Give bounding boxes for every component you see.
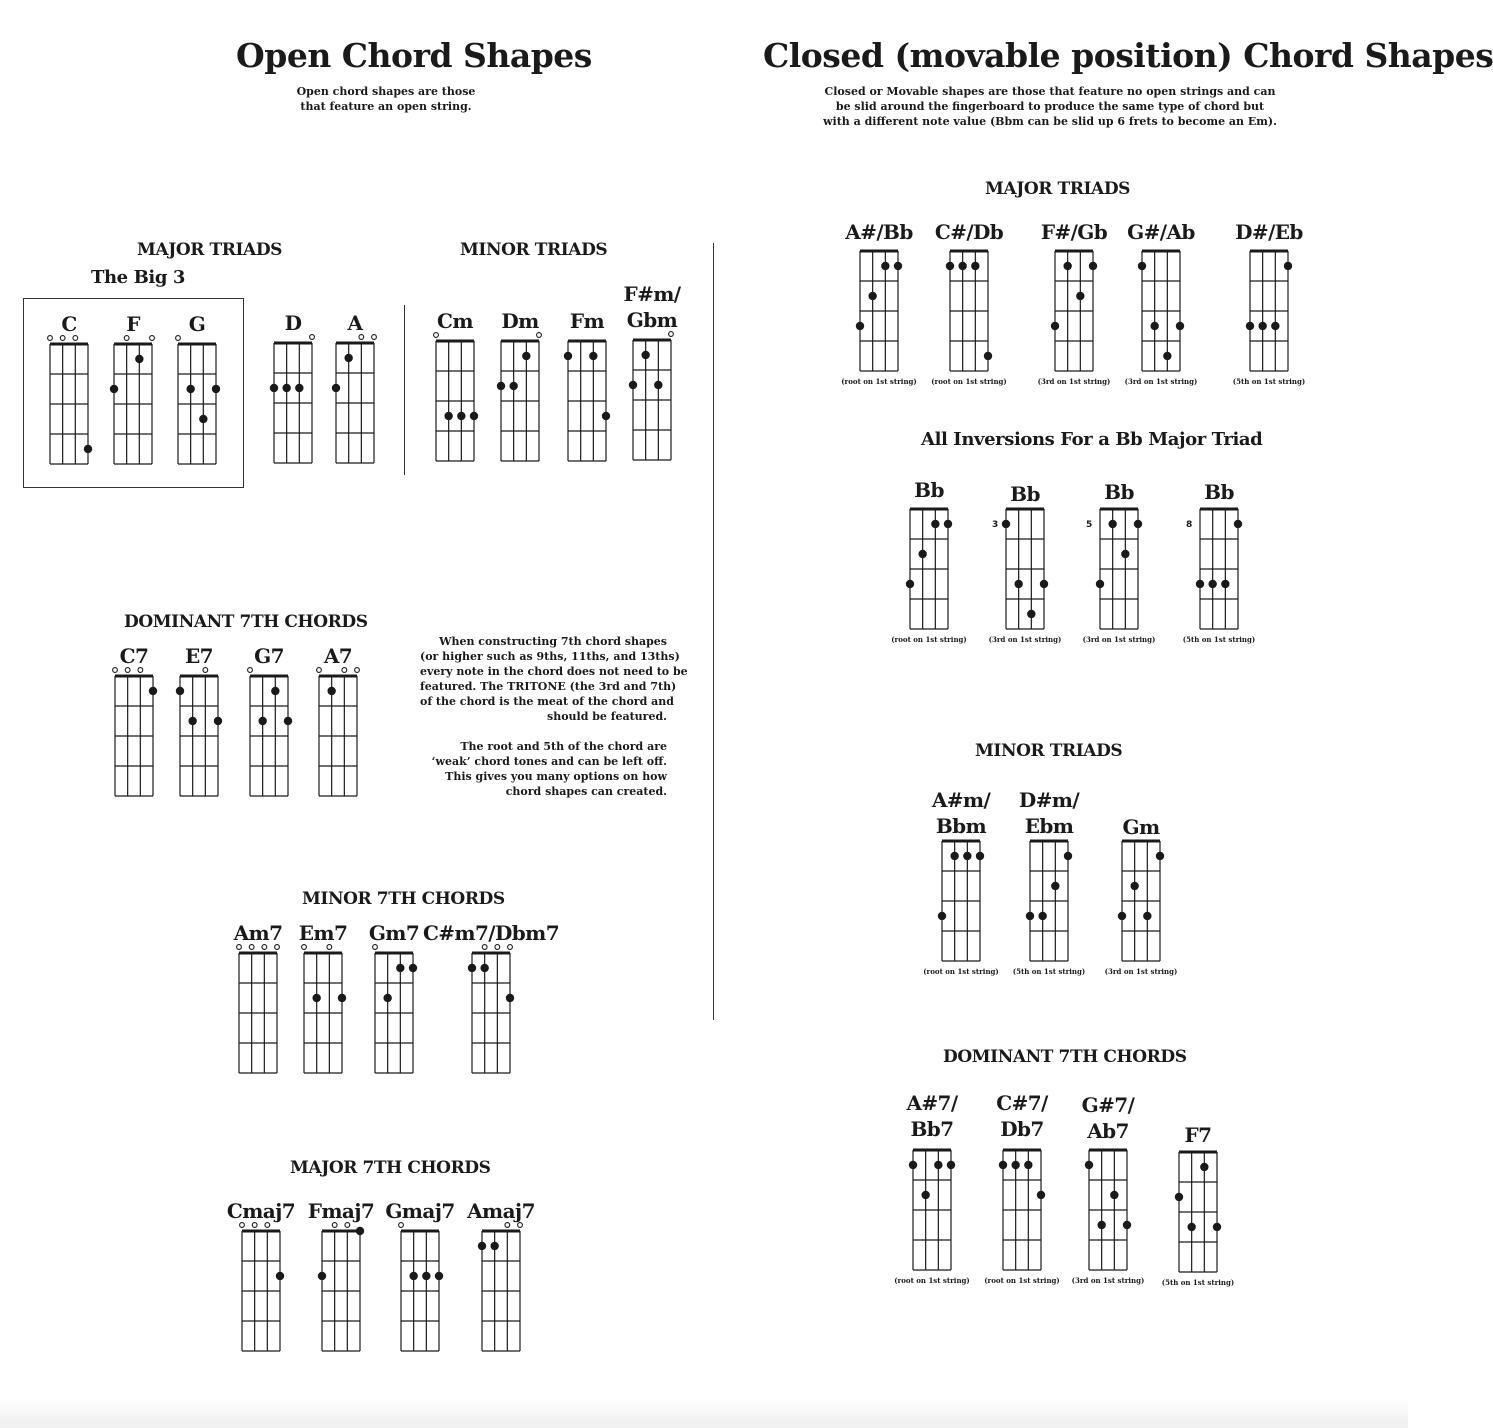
nut [239,952,277,955]
big3-label: The Big 3 [91,267,186,288]
finger-dot [1196,580,1204,588]
finger-dot [1037,1191,1045,1199]
nut [115,675,153,678]
finger-dot [1143,912,1151,920]
nut [913,1149,951,1152]
chord-caption: (root on 1st string) [923,967,999,976]
finger-dot [1076,292,1084,300]
closed-minor-triads-heading: MINOR TRIADS [975,741,1123,761]
open-string-marker [345,1223,350,1228]
chord-name-line: D#m/ [1018,788,1080,812]
nut [501,340,539,343]
chord-name-line: D [284,311,302,335]
chord-name-line: E7 [185,644,213,668]
finger-dot [1027,610,1035,618]
chord-name-line: C#/Db [934,220,1004,244]
finger-dot [344,354,352,362]
chord-name-line: A#/Bb [845,220,913,244]
weak-tones-note: The root and 5th of the chord are ‘weak’ chord tones and can be left off. This gives you many options on how chord shapes can created. [431,740,667,798]
finger-dot [490,1242,498,1250]
finger-dot [971,262,979,270]
open-string-marker [317,668,322,673]
chord-csm7-diagram [465,943,517,1077]
finger-dot [1246,322,1254,330]
chord-bb4-diagram [1193,499,1245,633]
chord-amaj7-diagram [475,1221,527,1355]
chord-name-line: C#m7/Dbm7 [422,921,560,945]
nut [1006,508,1044,511]
nut [336,342,374,345]
chord-name-line: Am7 [233,921,283,945]
finger-dot [356,1227,364,1235]
chord-name-line: F [126,312,140,336]
nut [482,1230,520,1233]
chord-name-line: Cmaj7 [226,1199,296,1223]
finger-dot [1284,262,1292,270]
chord-as7bb7-diagram [906,1140,958,1274]
open-string-marker [372,335,377,340]
finger-dot [1130,882,1138,890]
finger-dot [422,1272,430,1280]
finger-dot [149,687,157,695]
finger-dot [1258,322,1266,330]
finger-dot [856,322,864,330]
chord-cmaj7-diagram [235,1221,287,1355]
chord-a7-diagram [312,666,364,800]
finger-dot [1040,580,1048,588]
chord-fm-diagram [561,331,613,465]
chord-caption: (root on 1st string) [984,1276,1060,1285]
open-string-marker [399,1223,404,1228]
chord-caption: (3rd on 1st string) [1071,1276,1145,1285]
chord-gs7ab7-diagram [1082,1140,1134,1274]
chord-gsab-diagram [1135,241,1187,375]
finger-dot [318,1272,326,1280]
finger-dot [654,381,662,389]
nut [950,250,988,253]
finger-dot [1089,262,1097,270]
closed-major-triads-heading: MAJOR TRIADS [985,179,1131,199]
finger-dot [478,1242,486,1250]
finger-dot [918,550,926,558]
finger-dot [602,412,610,420]
open-minor-triads-heading: MINOR TRIADS [460,240,608,260]
finger-dot [327,687,335,695]
finger-dot [1208,580,1216,588]
closed-dominant-7th-heading: DOMINANT 7TH CHORDS [943,1047,1187,1067]
chord-em7-diagram [297,943,349,1077]
finger-dot [110,385,118,393]
chord-caption: (root on 1st string) [931,377,1007,386]
finger-dot [1014,580,1022,588]
finger-dot [984,352,992,360]
open-string-marker [373,945,378,950]
page-bottom-edge [0,1398,1408,1428]
chord-name-line: Ab7 [1087,1119,1129,1143]
nut [242,1230,280,1233]
chord-name-line: G7 [254,644,284,668]
open-title: Open Chord Shapes [236,36,592,75]
chord-bb3-diagram [1093,499,1145,633]
finger-dot [1038,912,1046,920]
finger-dot [338,994,346,1002]
finger-dot [480,964,488,972]
chord-dseb-diagram [1243,241,1295,375]
seventh-chord-note: When constructing 7th chord shapes (or higher such as 9ths, 11ths, and 13ths) every note in the chord does not need to be featured. The TRITONE (the 3rd and 7th) of the chord is the meat of the chord and should be featured. [420,635,688,723]
chord-name-line: Bbm [935,814,987,838]
nut [114,343,152,346]
finger-dot [947,1161,955,1169]
chord-g-diagram [171,334,223,468]
nut [50,343,88,346]
finger-dot [906,580,914,588]
nut [1100,508,1138,511]
chord-caption: (root on 1st string) [891,635,967,644]
nut [178,343,216,346]
chord-name-line: A7 [323,644,353,668]
finger-dot [950,852,958,860]
closed-intro: Closed or Movable shapes are those that feature no open strings and can be slid around the fingerboard to produce the same type of chord but with a different note value (Bbm can be slid up 6 frets to become an Em). [823,85,1277,128]
finger-dot [1024,1161,1032,1169]
finger-dot [1002,520,1010,528]
chord-csdb-diagram [943,241,995,375]
finger-dot [1176,322,1184,330]
finger-dot [894,262,902,270]
finger-dot [589,352,597,360]
chord-name-line: G#7/ [1081,1093,1135,1117]
finger-dot [188,717,196,725]
chord-name-line: A#7/ [906,1091,958,1115]
finger-dot [282,384,290,392]
finger-dot [1221,580,1229,588]
fret-number: 3 [992,520,999,530]
chord-name-line: Db7 [1000,1117,1044,1141]
chord-name-line: G#/Ab [1127,220,1195,244]
chord-name-line: F7 [1184,1123,1212,1147]
finger-dot [1026,912,1034,920]
finger-dot [1163,352,1171,360]
finger-dot [1011,1161,1019,1169]
chord-fsm-diagram [626,330,678,464]
chord-fmaj7-diagram [315,1221,367,1355]
finger-dot [1121,550,1129,558]
open-string-marker [265,1223,270,1228]
nut [1055,250,1093,253]
nut [436,340,474,343]
chord-cm-diagram [429,331,481,465]
finger-dot [1085,1161,1093,1169]
finger-dot [909,1161,917,1169]
finger-dot [963,852,971,860]
finger-dot [564,352,572,360]
fret-number: 5 [1086,520,1093,530]
center-divider [713,243,714,1020]
chord-name-line: Ebm [1024,814,1074,838]
nut [1089,1149,1127,1152]
chord-name-line: D#/Eb [1235,220,1303,244]
finger-dot [509,382,517,390]
finger-dot [212,385,220,393]
chord-caption: (3rd on 1st string) [1104,967,1178,976]
open-string-marker [176,336,181,341]
chord-caption: (3rd on 1st string) [1082,635,1156,644]
finger-dot [444,412,452,420]
finger-dot [295,384,303,392]
finger-dot [1213,1223,1221,1231]
chord-gmaj7-diagram [394,1221,446,1355]
open-string-marker [508,945,513,950]
chord-name-line: G [188,312,206,336]
finger-dot [1064,852,1072,860]
finger-dot [1051,882,1059,890]
finger-dot [1234,520,1242,528]
finger-dot [1271,322,1279,330]
finger-dot [629,381,637,389]
finger-dot [938,912,946,920]
open-minor-7th-heading: MINOR 7TH CHORDS [302,889,505,909]
finger-dot [199,415,207,423]
chord-asmbbm-diagram [935,831,987,965]
chord-name-line: Gmaj7 [385,1199,455,1223]
finger-dot [999,1161,1007,1169]
finger-dot [258,717,266,725]
nut [304,952,342,955]
finger-dot [332,384,340,392]
open-string-marker [248,668,253,673]
finger-dot [176,687,184,695]
chord-name-line: A [347,311,363,335]
finger-dot [186,385,194,393]
finger-dot [435,1272,443,1280]
chord-name-line: Bb [1104,480,1134,504]
chord-c7-diagram [108,666,160,800]
nut [1142,250,1180,253]
chord-gm-diagram [1115,831,1167,965]
finger-dot [921,1191,929,1199]
nut [1250,250,1288,253]
chord-dsmebm-diagram [1023,831,1075,965]
chord-name-line: Cm [437,309,473,333]
finger-dot [271,687,279,695]
finger-dot [396,964,404,972]
nut [1003,1149,1041,1152]
finger-dot [944,520,952,528]
finger-dot [497,382,505,390]
chord-bb2-diagram [999,499,1051,633]
nut [375,952,413,955]
chord-name-line: Bb [1204,480,1234,504]
finger-dot [641,351,649,359]
chord-name-line: C [61,312,77,336]
chord-d-diagram [267,333,319,467]
chord-e7-diagram [173,666,225,800]
chord-c-diagram [43,334,95,468]
chord-name-line: Gm7 [368,921,420,945]
finger-dot [976,852,984,860]
finger-dot [276,1272,284,1280]
finger-dot [931,520,939,528]
chord-g7-diagram [243,666,295,800]
nut [322,1230,360,1233]
finger-dot [468,964,476,972]
finger-dot [1118,912,1126,920]
chord-name-line: C7 [119,644,149,668]
chord-caption: (5th on 1st string) [1232,377,1306,386]
finger-dot [470,412,478,420]
chord-name-line: F#/Gb [1040,220,1108,244]
finger-dot [270,384,278,392]
chord-f7-diagram [1172,1142,1224,1276]
chord-f-diagram [107,334,159,468]
finger-dot [1156,852,1164,860]
chord-name-line: A#m/ [931,788,991,812]
finger-dot [1110,1191,1118,1199]
nut [860,250,898,253]
chord-name-line: Bb7 [910,1117,954,1141]
finger-dot [1096,580,1104,588]
open-major-7th-heading: MAJOR 7TH CHORDS [290,1158,491,1178]
chord-asbb-diagram [853,241,905,375]
chord-fsm-name [582,281,722,333]
chord-caption: (root on 1st string) [841,377,917,386]
finger-dot [1108,520,1116,528]
nut [250,675,288,678]
chord-bb1-diagram [903,499,955,633]
finger-dot [868,292,876,300]
chord-cs7db7-diagram [996,1140,1048,1274]
inversions-heading: All Inversions For a Bb Major Triad [921,429,1263,450]
finger-dot [522,352,530,360]
finger-dot [284,717,292,725]
chord-gm7-diagram [368,943,420,1077]
nut [274,342,312,345]
nut [1030,840,1068,843]
nut [180,675,218,678]
fret-number: 8 [1186,520,1193,530]
chord-caption: (3rd on 1st string) [1037,377,1111,386]
open-string-marker [505,1223,510,1228]
chord-name-line: Bb [1010,482,1040,506]
finger-dot [383,994,391,1002]
finger-dot [1097,1221,1105,1229]
open-string-marker [48,336,53,341]
finger-dot [1134,520,1142,528]
chord-caption: (3rd on 1st string) [1124,377,1198,386]
chord-a-diagram [329,333,381,467]
open-string-marker [359,335,364,340]
open-string-marker [355,668,360,673]
finger-dot [1200,1163,1208,1171]
finger-dot [1063,262,1071,270]
finger-dot [409,964,417,972]
chord-caption: (5th on 1st string) [1161,1278,1235,1287]
chord-caption: (root on 1st string) [894,1276,970,1285]
chord-dm-diagram [494,331,546,465]
finger-dot [958,262,966,270]
finger-dot [1051,322,1059,330]
nut [568,340,606,343]
nut [1200,508,1238,511]
open-string-marker [482,945,487,950]
finger-dot [457,412,465,420]
finger-dot [1138,262,1146,270]
open-string-marker [518,1223,523,1228]
open-string-marker [302,945,307,950]
nut [319,675,357,678]
finger-dot [84,445,92,453]
finger-dot [1150,322,1158,330]
chord-fsgb-diagram [1048,241,1100,375]
chord-name-line: Dm [501,309,539,333]
open-dominant-7th-heading: DOMINANT 7TH CHORDS [124,612,368,632]
nut [401,1230,439,1233]
finger-dot [506,994,514,1002]
chord-am7-diagram [232,943,284,1077]
nut [942,840,980,843]
chord-name-line: Bb [914,478,944,502]
finger-dot [409,1272,417,1280]
chord-name-line: Em7 [298,921,348,945]
chord-name-line: C#7/ [996,1091,1048,1115]
finger-dot [214,717,222,725]
chord-name-line: Amaj7 [467,1199,535,1223]
nut [633,339,671,342]
open-string-marker [342,668,347,673]
chord-name-line: F#m/ [623,282,681,306]
chord-name-line: Gbm [626,308,678,332]
chord-name-line: Gm [1122,815,1160,839]
open-string-marker [237,945,242,950]
open-string-marker [252,1223,257,1228]
open-string-marker [495,945,500,950]
open-string-marker [434,333,439,338]
finger-dot [135,355,143,363]
open-string-marker [669,332,674,337]
chord-name-line: Fmaj7 [307,1199,375,1223]
finger-dot [934,1161,942,1169]
finger-dot [1123,1221,1131,1229]
chord-caption: (5th on 1st string) [1012,967,1086,976]
finger-dot [881,262,889,270]
closed-title: Closed (movable position) Chord Shapes [763,36,1493,75]
nut [910,508,948,511]
open-string-marker [332,1223,337,1228]
nut [1179,1151,1217,1154]
open-string-marker [113,668,118,673]
open-string-marker [240,1223,245,1228]
finger-dot [312,994,320,1002]
open-major-triads-heading: MAJOR TRIADS [137,240,283,260]
chord-caption: (5th on 1st string) [1182,635,1256,644]
finger-dot [1187,1223,1195,1231]
chord-caption: (3rd on 1st string) [988,635,1062,644]
finger-dot [1175,1193,1183,1201]
finger-dot [946,262,954,270]
nut [472,952,510,955]
nut [1122,840,1160,843]
chord-name-line: Fm [569,309,605,333]
open-intro: Open chord shapes are those that feature an open string. [296,85,476,113]
